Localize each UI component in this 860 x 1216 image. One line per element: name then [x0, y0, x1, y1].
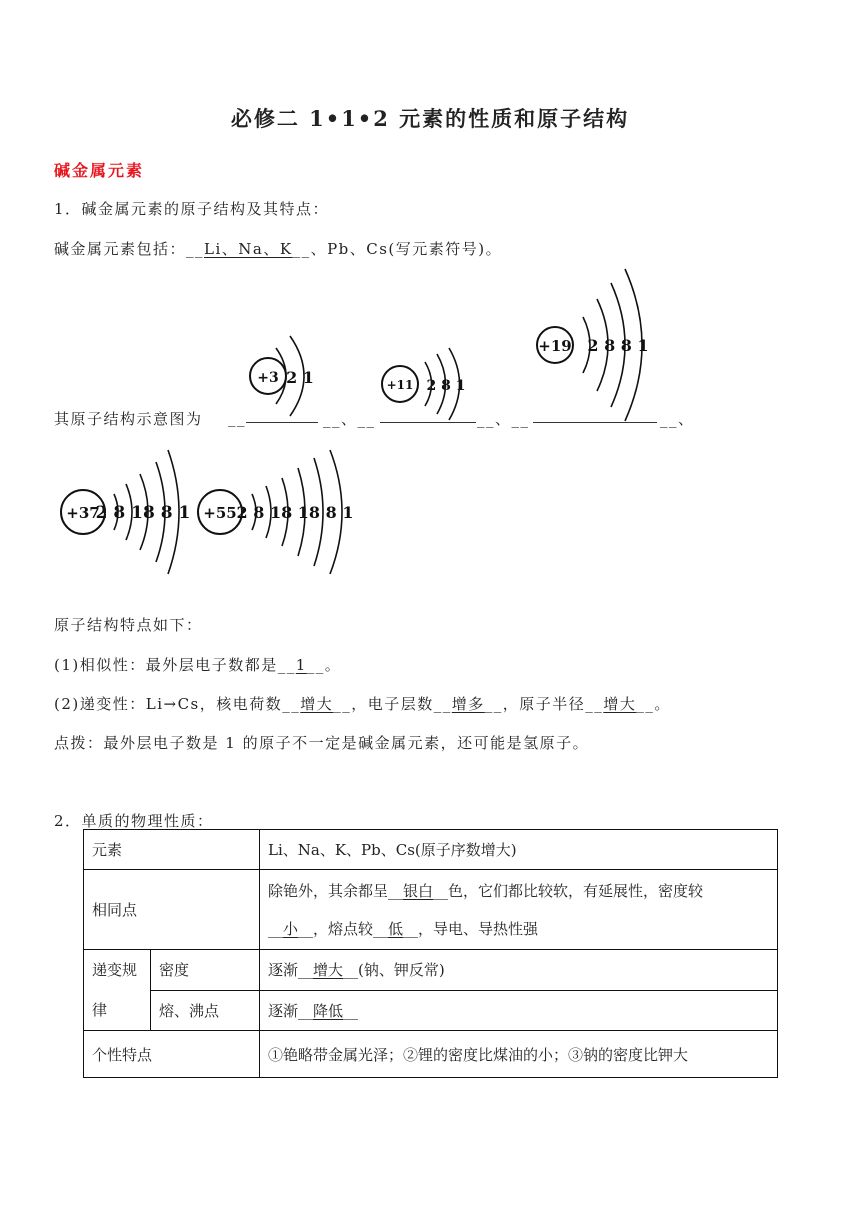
common-text-3: ，熔点较 [313, 919, 374, 938]
density-suffix: (钠、钾反常) [358, 961, 445, 980]
table-row [84, 870, 778, 950]
row-value-element: Li、Na、K、Pb、Cs(原子序数增大) [260, 830, 778, 870]
atom-diagram-li [248, 330, 328, 420]
gradient-line [54, 693, 671, 714]
blank-k [533, 408, 657, 427]
density-value: 逐渐__增大__(钠、钾反常) [260, 950, 778, 991]
row-label-trend [84, 950, 151, 1031]
row-value-individual: ①铯略带金属光泽；②锂的密度比煤油的小；③钠的密度比钾大 [260, 1031, 778, 1078]
rb-nucleus: +37 [66, 504, 100, 522]
q2-heading: 2．单质的物理性质： [54, 812, 214, 830]
na-nucleus: +11 [386, 378, 414, 392]
melt-value: 逐渐__降低__ [260, 990, 778, 1031]
tip-line: 点拨：最外层电子数是 1 的原子不一定是碱金属元素，还可能是氢原子。 [54, 734, 590, 752]
diagram-line [54, 408, 237, 429]
similarity-suffix: __。 [306, 656, 342, 674]
trend-label-1: 递变规 [92, 961, 138, 979]
density-prefix: 逐渐 [268, 961, 299, 980]
common-text-1: 除铯外，其余都呈 [268, 881, 389, 900]
density-small-answer: 小 [283, 919, 299, 938]
row-label-common: 相同点 [84, 870, 260, 950]
gradient-prefix: (2)递变性：Li→Cs，核电荷数__ [54, 695, 301, 713]
page-title: 必修二 1•1•2 元素的性质和原子结构 [230, 106, 630, 131]
density-label: 密度 [151, 950, 260, 991]
sep-1: __、__ [323, 410, 376, 428]
color-answer: 银白 [403, 881, 434, 900]
radius-answer: 增大 [603, 695, 637, 713]
gradient-mid-1: __，电子层数__ [333, 695, 452, 713]
melt-label: 熔、沸点 [151, 990, 260, 1031]
density-answer: 增大 [313, 961, 344, 980]
sep-3: __、 [660, 410, 695, 428]
similarity-line [54, 654, 341, 675]
nuclear-charge-answer: 增大 [300, 695, 334, 713]
common-text-4: ，导电、导热性强 [418, 919, 539, 938]
physical-properties-table [83, 829, 778, 1078]
atom-diagram-cs [198, 448, 358, 578]
melt-prefix: 逐渐 [268, 1001, 299, 1020]
trend-label-2: 律 [92, 1001, 108, 1019]
k-shells: 2 8 8 1 [587, 336, 649, 355]
cs-shells: 2 8 18 18 8 1 [236, 503, 354, 522]
includes-prefix: 碱金属元素包括：__ [54, 240, 205, 258]
table-row [84, 1031, 778, 1078]
cs-nucleus: +55 [203, 504, 237, 522]
similarity-answer: 1 [295, 656, 307, 674]
blank-na [380, 408, 476, 427]
row-value-common: 除铯外，其余都呈__银白__色，它们都比较软，有延展性，密度较 __小__，熔点较__低__，导电、导热性强 [260, 870, 778, 950]
rb-shells: 2 8 18 8 1 [95, 503, 191, 523]
table-row [84, 990, 778, 1031]
k-nucleus: +19 [538, 337, 572, 355]
table-row [84, 830, 778, 870]
shell-count-answer: 增多 [451, 695, 485, 713]
diagram-label: 其原子结构示意图为 [54, 410, 203, 428]
table-row [84, 950, 778, 991]
sep-2: __、__ [477, 410, 530, 428]
includes-suffix: __、Pb、Cs(写元素符号)。 [292, 240, 503, 258]
gradient-suffix: __。 [636, 695, 671, 713]
q1-heading: 1．碱金属元素的原子结构及其特点： [54, 200, 330, 218]
na-shells: 2 8 1 [426, 378, 466, 394]
alkali-includes-line [54, 238, 502, 259]
melt-answer: 降低 [313, 1001, 344, 1020]
melting-low-answer: 低 [388, 919, 404, 938]
row-label-individual: 个性特点 [84, 1031, 260, 1078]
atom-diagram-k [535, 265, 665, 425]
row-label-element: 元素 [84, 830, 260, 870]
section-heading: 碱金属元素 [54, 161, 145, 180]
similarity-prefix: (1)相似性：最外层电子数都是__ [54, 656, 296, 674]
blank-li: __ [228, 408, 318, 427]
atom-diagram-rb [58, 448, 193, 578]
common-text-2: 色，它们都比较软，有延展性，密度较 [448, 881, 704, 900]
li-shells: 2 1 [286, 368, 314, 387]
li-nucleus: +3 [257, 370, 279, 386]
gradient-mid-2: __，原子半径__ [484, 695, 604, 713]
includes-answer: Li、Na、K [204, 240, 293, 258]
features-heading: 原子结构特点如下： [54, 616, 203, 634]
